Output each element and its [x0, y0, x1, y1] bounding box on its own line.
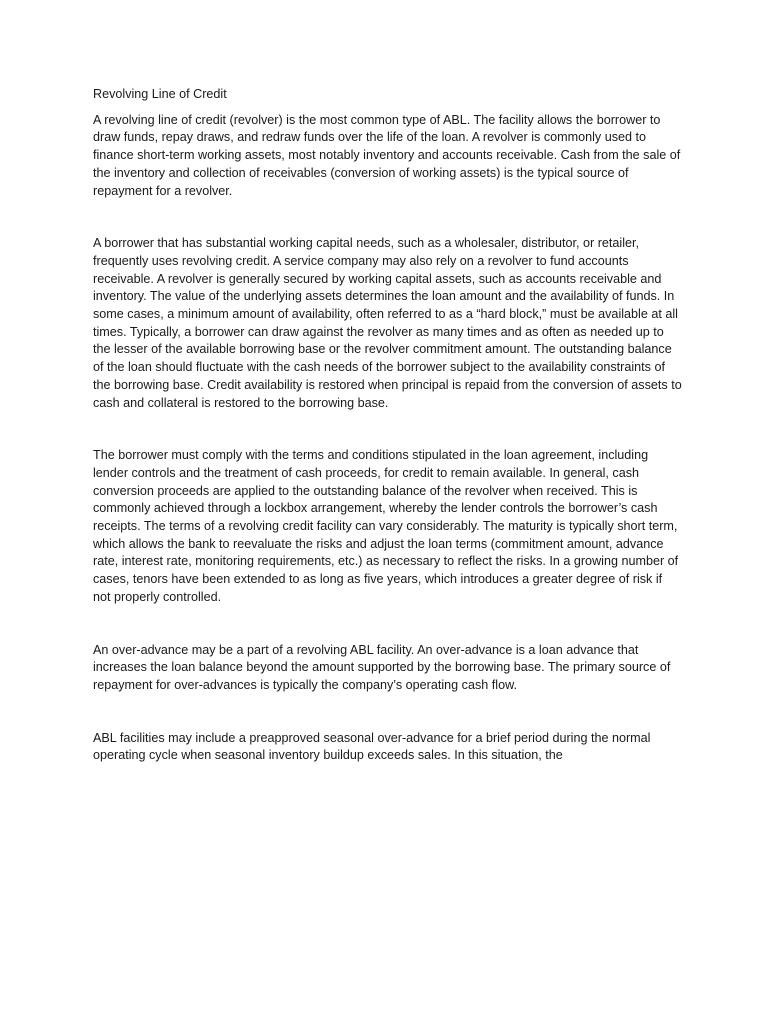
- paragraph-2: A borrower that has substantial working capital needs, such as a wholesaler, distributor, or retailer, frequently uses revolving credit. A service company may also rely on a revolver to fund accounts receivable. A revolver is generally secured by working capital assets, such as accounts receivable and inventory. The value of the underlying assets determines the loan amount and the availability of funds. In some cases, a minimum amount of availability, often referred to as a “hard block,” must be available at all times. Typically, a borrower can draw against the revolver as many times and as often as needed up to the lesser of the available borrowing base or the revolver commitment amount. The outstanding balance of the loan should fluctuate with the cash needs of the borrower subject to the availability constraints of the borrowing base. Credit availability is restored when principal is repaid from the conversion of assets to cash and collateral is restored to the borrowing base.: [93, 236, 682, 410]
- paragraph-3: The borrower must comply with the terms and conditions stipulated in the loan agreement, including lender controls and the treatment of cash proceeds, for credit to remain available. In general, cash conversion proceeds are applied to the outstanding balance of the revolver when received. This is commonly achieved through a lockbox arrangement, whereby the lender controls the borrower’s cash receipts. The terms of a revolving credit facility can vary considerably. The maturity is typically short term, which allows the bank to reevaluate the risks and adjust the loan terms (commitment amount, advance rate, interest rate, monitoring requirements, etc.) as necessary to reflect the risks. In a growing number of cases, tenors have been extended to as long as five years, which introduces a greater degree of risk if not properly controlled.: [93, 448, 679, 604]
- document-body: [93, 86, 683, 765]
- section-heading: Revolving Line of Credit: [93, 87, 227, 101]
- paragraph-1: A revolving line of credit (revolver) is the most common type of ABL. The facility allows the borrower to draw funds, repay draws, and redraw funds over the life of the loan. A revolver is commonly used to finance short-term working assets, most notably inventory and accounts receivable. Cash from the sale of the inventory and collection of receivables (conversion of working assets) is the typical source of repayment for a revolver.: [93, 112, 681, 198]
- paragraph-5: ABL facilities may include a preapproved seasonal over-advance for a brief period during the normal operating cycle when seasonal inventory buildup exceeds sales. In this situation, the: [93, 730, 651, 763]
- paragraph-4: An over-advance may be a part of a revolving ABL facility. An over-advance is a loan advance that increases the loan balance beyond the amount supported by the borrowing base. The primary source of repayment for over-advances is typically the company’s operating cash flow.: [93, 642, 671, 692]
